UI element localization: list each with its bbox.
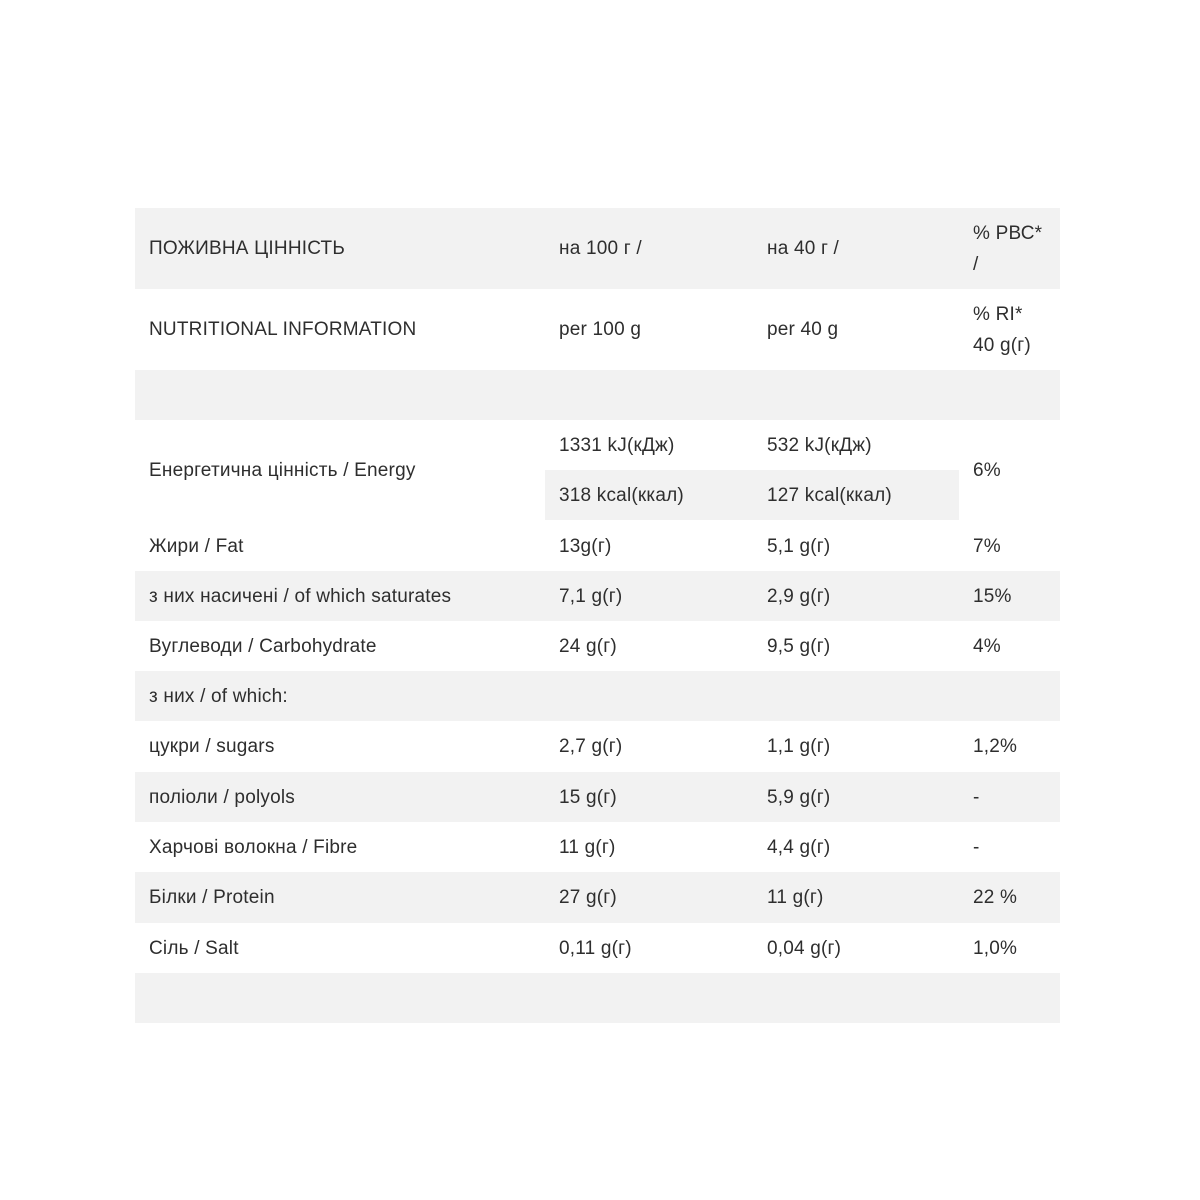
row-ri: 1,0% [973,937,1018,959]
table-row-polyols [135,772,1060,822]
table-header-row-en [135,289,1060,370]
table-row-protein [135,872,1060,923]
row-label: Сіль / Salt [149,937,239,959]
table-row-fat [135,521,1060,571]
row-per100: 15 g(г) [559,786,617,808]
row-per100: 11 g(г) [559,836,616,858]
row-per40: 9,5 g(г) [767,635,831,657]
row-per100: 7,1 g(г) [559,585,623,607]
header-ri-line1: % RI* [973,303,1023,325]
table-row-salt [135,923,1060,973]
row-ri: 1,2% [973,736,1018,757]
row-label: з них / of which: [149,685,288,707]
energy-kcal-40: 127 kcal(ккал) [767,484,892,506]
row-per40: 4,4 g(г) [767,836,831,858]
row-per40: 0,04 g(г) [767,937,842,959]
energy-row [135,420,1060,521]
table-row-sugars [135,721,1060,772]
row-ri: - [973,786,980,808]
header-per40-en: per 40 g [767,319,839,340]
row-per40: 5,9 g(г) [767,786,831,808]
row-per40 [767,671,957,721]
row-ri: 7% [973,535,1001,557]
row-label: Білки / Protein [149,887,275,908]
row-per100: 2,7 g(г) [559,736,623,757]
nutrition-table [135,208,1060,1023]
energy-label: Енергетична цінність / Energy [149,460,416,481]
row-ri [973,671,1053,721]
header-per40-ua: на 40 г / [767,238,840,259]
energy-kj-subrow [545,420,959,470]
row-label: Вуглеводи / Carbohydrate [149,635,377,657]
row-per100: 0,11 g(г) [559,937,632,959]
table-row-saturates [135,571,1060,621]
row-label: з них насичені / of which saturates [149,585,452,607]
table-row-fibre [135,822,1060,872]
row-per40: 5,1 g(г) [767,535,831,557]
row-per100: 24 g(г) [559,635,617,657]
header-per100-ua: на 100 г / [559,238,642,259]
row-per100: 13g(г) [559,535,612,557]
energy-kcal-subrow [545,470,959,520]
header-rvs-line2: / [973,253,979,275]
energy-kj-100: 1331 kJ(кДж) [559,434,675,456]
row-ri: 22 % [973,887,1018,908]
row-per40: 11 g(г) [767,887,824,908]
header-ri-en [973,289,1053,370]
header-ri-line2: 40 g(г) [973,334,1031,356]
footer-spacer-row [135,973,1060,1023]
row-ri: 15% [973,585,1012,607]
row-label: Жири / Fat [149,535,244,557]
row-label: цукри / sugars [149,736,275,757]
table-row-of-which [135,671,1060,721]
row-per40: 2,9 g(г) [767,585,831,607]
row-per40: 1,1 g(г) [767,736,831,757]
table-header-row-ua [135,208,1060,289]
row-per100 [559,671,749,721]
header-rvs-ua [973,208,1053,289]
row-ri: 4% [973,635,1001,657]
spacer-row [135,370,1060,420]
row-per100: 27 g(г) [559,887,617,908]
header-per100-en: per 100 g [559,319,642,340]
row-label: Харчові волокна / Fibre [149,836,358,858]
energy-ri: 6% [973,460,1001,481]
energy-kcal-100: 318 kcal(ккал) [559,484,684,506]
header-label-en: NUTRITIONAL INFORMATION [149,319,417,340]
header-rvs-line1: % РВС* [973,222,1043,244]
header-label-ua: ПОЖИВНА ЦІННІСТЬ [149,238,345,259]
energy-kj-40: 532 kJ(кДж) [767,434,872,456]
table-row-carbohydrate [135,621,1060,671]
row-label: поліоли / polyols [149,786,295,808]
row-ri: - [973,836,980,858]
